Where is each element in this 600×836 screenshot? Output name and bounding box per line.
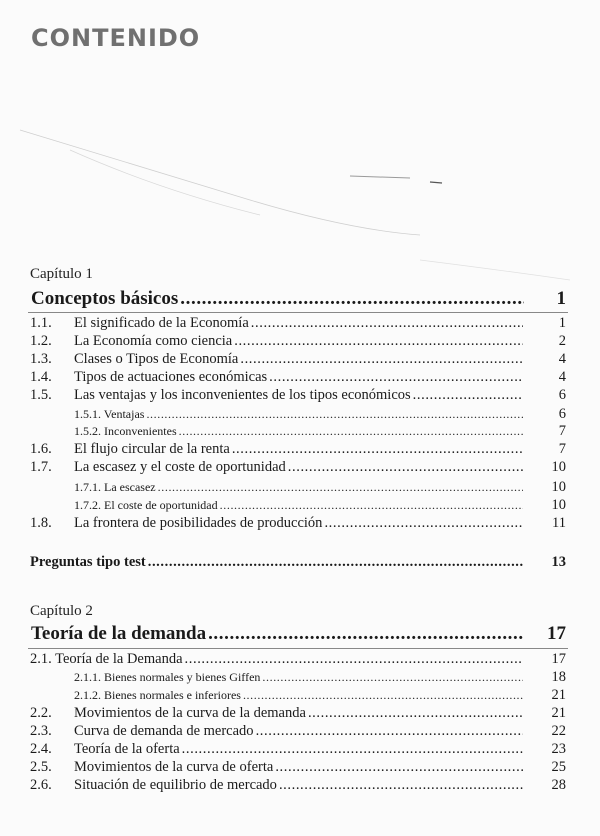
- chapter-title-entry: [31, 288, 524, 310]
- section-page: 6: [558, 406, 566, 422]
- section-number: 2.5.: [30, 759, 52, 775]
- test-page: 13: [551, 554, 566, 570]
- section-title: Clases o Tipos de Economía: [74, 351, 239, 367]
- leader-dots: [240, 351, 523, 368]
- chapter-page: 17: [547, 623, 566, 644]
- subsection-title: 2.1.1. Bienes normales y bienes Giffen: [74, 670, 261, 684]
- leader-dots: [179, 424, 523, 439]
- chapter-label: Capítulo 1: [30, 266, 93, 282]
- section-number: 1.3.: [30, 351, 52, 367]
- section-number: 2.6.: [30, 777, 52, 793]
- section-title: Situación de equilibrio de mercado: [74, 777, 277, 793]
- toc-entry: [30, 441, 523, 458]
- leader-dots: [413, 387, 523, 404]
- leader-dots: [185, 651, 523, 668]
- leader-dots: [220, 498, 523, 513]
- toc-subentry: [74, 424, 523, 439]
- section-page: 18: [551, 669, 566, 685]
- toc-subentry: [74, 407, 523, 422]
- section-title: La Economía como ciencia: [74, 333, 233, 349]
- chapter-title: Conceptos básicos: [31, 288, 179, 309]
- leader-dots: [243, 688, 523, 703]
- section-page: 4: [558, 369, 566, 385]
- section-title: Las ventajas y los inconvenientes de los tipos económicos: [74, 387, 411, 403]
- leader-dots: [262, 670, 523, 685]
- leader-dots: [232, 441, 523, 458]
- section-page: 10: [551, 497, 566, 513]
- leader-dots: [251, 315, 523, 332]
- chapter-title-entry: [31, 623, 524, 645]
- section-number: 2.4.: [30, 741, 52, 757]
- leader-dots: [288, 459, 523, 476]
- toc-entry: [30, 315, 523, 332]
- subsection-title: 2.1.2. Bienes normales e inferiores: [74, 688, 241, 702]
- section-title: 2.1. Teoría de la Demanda: [30, 651, 183, 667]
- toc-subentry: [74, 480, 523, 495]
- toc-entry: [30, 369, 523, 386]
- section-title: Tipos de actuaciones económicas: [74, 369, 268, 385]
- section-number: 2.2.: [30, 705, 52, 721]
- leader-dots: [269, 369, 523, 386]
- leader-dots: [146, 407, 523, 422]
- toc-entry: [30, 387, 523, 404]
- page-title: CONTENIDO: [31, 24, 201, 52]
- section-page: 10: [551, 459, 566, 475]
- toc-entry: [30, 459, 523, 476]
- chapter-rule: [28, 648, 568, 649]
- section-page: 21: [551, 687, 566, 703]
- section-title: Movimientos de la curva de la demanda: [74, 705, 306, 721]
- leader-dots: [208, 623, 524, 645]
- section-title: La frontera de posibilidades de producción: [74, 515, 323, 531]
- chapter-page: 1: [556, 288, 566, 309]
- toc-entry: [30, 351, 523, 368]
- subsection-title: 1.7.2. El coste de oportunidad: [74, 498, 218, 512]
- leader-dots: [308, 705, 523, 722]
- leader-dots: [234, 333, 523, 350]
- leader-dots: [275, 759, 523, 776]
- chapter-label: Capítulo 2: [30, 603, 93, 619]
- leader-dots: [324, 515, 523, 532]
- chapter-title: Teoría de la demanda: [31, 623, 207, 644]
- subsection-title: 1.7.1. La escasez: [74, 480, 156, 494]
- scan-artifacts: [0, 0, 600, 300]
- section-title: Movimientos de la curva de oferta: [74, 759, 274, 775]
- leader-dots: [182, 741, 523, 758]
- toc-entry: [30, 723, 523, 740]
- section-page: 7: [558, 441, 566, 457]
- section-page: 28: [551, 777, 566, 793]
- section-title: La escasez y el coste de oportunidad: [74, 459, 286, 475]
- section-number: 1.8.: [30, 515, 52, 531]
- toc-entry: [30, 777, 523, 794]
- leader-dots: [180, 288, 524, 310]
- section-title: El flujo circular de la renta: [74, 441, 230, 457]
- section-page: 25: [551, 759, 566, 775]
- section-number: 1.5.: [30, 387, 52, 403]
- section-number: 1.7.: [30, 459, 52, 475]
- leader-dots: [148, 554, 523, 571]
- section-page: 1: [558, 315, 566, 331]
- section-title: Curva de demanda de mercado: [74, 723, 254, 739]
- section-page: 4: [558, 351, 566, 367]
- section-title: El significado de la Economía: [74, 315, 249, 331]
- toc-entry: [30, 651, 523, 668]
- section-page: 2: [558, 333, 566, 349]
- chapter-rule: [28, 312, 568, 313]
- section-page: 6: [558, 387, 566, 403]
- leader-dots: [158, 480, 523, 495]
- leader-dots: [256, 723, 523, 740]
- section-page: 7: [558, 423, 566, 439]
- section-number: 2.3.: [30, 723, 52, 739]
- section-title: Teoría de la oferta: [74, 741, 180, 757]
- toc-entry: [30, 333, 523, 350]
- toc-test-entry: [30, 554, 523, 571]
- section-page: 17: [551, 651, 566, 667]
- test-title: Preguntas tipo test: [30, 554, 146, 570]
- toc-entry: [30, 705, 523, 722]
- toc-subentry: [74, 670, 523, 685]
- leader-dots: [279, 777, 523, 794]
- toc-subentry: [74, 688, 523, 703]
- toc-subentry: [74, 498, 523, 513]
- subsection-title: 1.5.2. Inconvenientes: [74, 424, 177, 438]
- subsection-title: 1.5.1. Ventajas: [74, 407, 145, 421]
- section-page: 22: [551, 723, 566, 739]
- toc-entry: [30, 515, 523, 532]
- section-page: 21: [551, 705, 566, 721]
- section-number: 1.4.: [30, 369, 52, 385]
- section-number: 1.2.: [30, 333, 52, 349]
- toc-entry: [30, 759, 523, 776]
- toc-entry: [30, 741, 523, 758]
- section-page: 23: [551, 741, 566, 757]
- section-page: 10: [551, 479, 566, 495]
- section-page: 11: [552, 515, 566, 531]
- section-number: 1.6.: [30, 441, 52, 457]
- section-number: 1.1.: [30, 315, 52, 331]
